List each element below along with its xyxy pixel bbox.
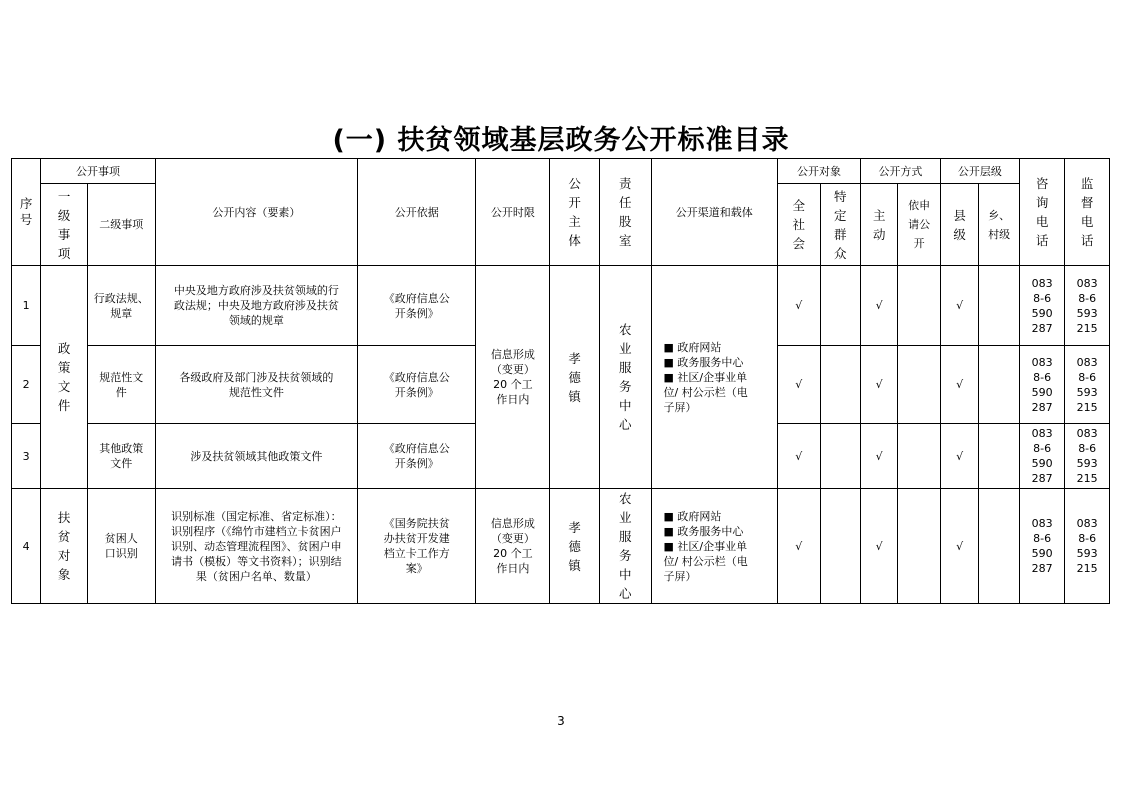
header-level2: 二级事项 xyxy=(87,184,155,266)
header-subject: 公开主体 xyxy=(550,159,600,266)
channel-cell xyxy=(651,489,777,604)
supervise-phone: 0838-6593215 xyxy=(1065,424,1110,489)
empty-method-request xyxy=(898,489,941,604)
empty-target-specific xyxy=(820,266,860,346)
header-time-limit: 公开时限 xyxy=(476,159,550,266)
consult-phone: 0838-6590287 xyxy=(1019,346,1065,424)
header-level-county: 县级 xyxy=(940,184,978,266)
header-level-town: 乡、村级 xyxy=(979,184,1019,266)
check-target-all: √ xyxy=(778,424,821,489)
check-level-county: √ xyxy=(940,489,978,604)
row-basis: 《政府信息公开条例》 xyxy=(358,266,476,346)
row-basis: 《政府信息公开条例》 xyxy=(358,424,476,489)
header-target: 公开对象 xyxy=(778,159,861,184)
channel-line: ■ 政府网站 xyxy=(663,340,722,354)
empty-method-request xyxy=(898,424,941,489)
consult-phone: 0838-6590287 xyxy=(1019,489,1065,604)
header-basis: 公开依据 xyxy=(358,159,476,266)
header-seq: 序号 xyxy=(12,159,41,266)
check-level-county: √ xyxy=(940,266,978,346)
row-content: 识别标准（国定标准、省定标准）：识别程序（《绵竹市建档立卡贫困户识别、动态管理流程图》、贫困户申请书（模板）等文书资料）；识别结果（贫困户名单、数量） xyxy=(155,489,357,604)
row-level2: 其他政策文件 xyxy=(87,424,155,489)
check-target-all: √ xyxy=(778,266,821,346)
row-basis: 《国务院扶贫办扶贫开发建档立卡工作方案》 xyxy=(358,489,476,604)
header-target-all: 全社会 xyxy=(778,184,821,266)
header-content: 公开内容（要素） xyxy=(155,159,357,266)
row-level2: 行政法规、规章 xyxy=(87,266,155,346)
row-level2: 规范性文件 xyxy=(87,346,155,424)
empty-level-town xyxy=(979,489,1019,604)
dept-cell: 农业服务中心 xyxy=(599,489,651,604)
row-level2: 贫困人口识别 xyxy=(87,489,155,604)
table-row xyxy=(12,489,1110,604)
dept-cell: 农业服务中心 xyxy=(599,266,651,489)
subject-cell: 孝德镇 xyxy=(550,489,600,604)
group-poverty: 扶贫对象 xyxy=(41,489,88,604)
page-title: (一) 扶贫领域基层政务公开标准目录 xyxy=(332,125,790,156)
empty-target-specific xyxy=(820,489,860,604)
header-method: 公开方式 xyxy=(860,159,940,184)
subject-cell: 孝德镇 xyxy=(550,266,600,489)
supervise-phone: 0838-6593215 xyxy=(1065,346,1110,424)
row-seq: 2 xyxy=(12,346,41,424)
page-number: 3 xyxy=(557,714,565,728)
header-gongkai-shixiang: 公开事项 xyxy=(41,159,155,184)
row-basis: 《政府信息公开条例》 xyxy=(358,346,476,424)
empty-target-specific xyxy=(820,346,860,424)
empty-method-request xyxy=(898,266,941,346)
supervise-phone: 0838-6593215 xyxy=(1065,266,1110,346)
check-method-active: √ xyxy=(860,346,897,424)
channel-line: ■ 政府网站 xyxy=(663,509,722,523)
empty-level-town xyxy=(979,266,1019,346)
check-method-active: √ xyxy=(860,489,897,604)
header-channel: 公开渠道和载体 xyxy=(651,159,777,266)
row-content: 中央及地方政府涉及扶贫领域的行政法规；中央及地方政府涉及扶贫领域的规章 xyxy=(155,266,357,346)
row-content: 各级政府及部门涉及扶贫领域的规范性文件 xyxy=(155,346,357,424)
channel-line: 位/ 村公示栏（电 xyxy=(663,385,748,399)
header-method-request: 依申请公开 xyxy=(898,184,941,266)
empty-level-town xyxy=(979,424,1019,489)
supervise-phone: 0838-6593215 xyxy=(1065,489,1110,604)
empty-level-town xyxy=(979,346,1019,424)
check-level-county: √ xyxy=(940,424,978,489)
header-dept: 责任股室 xyxy=(599,159,651,266)
check-method-active: √ xyxy=(860,424,897,489)
header-level: 公开层级 xyxy=(940,159,1019,184)
channel-line: ■ 政务服务中心 xyxy=(663,524,744,538)
channel-cell xyxy=(651,266,777,489)
header-target-specific: 特定群众 xyxy=(820,184,860,266)
check-target-all: √ xyxy=(778,489,821,604)
channel-line: 子屏） xyxy=(663,569,697,583)
time-limit-cell: 信息形成（变更）20 个工作日内 xyxy=(476,266,550,489)
disclosure-standard-table xyxy=(11,158,1110,604)
channel-line: ■ 社区/企事业单 xyxy=(663,539,748,553)
header-level1: 一级事项 xyxy=(41,184,88,266)
channel-line: ■ 政务服务中心 xyxy=(663,355,744,369)
empty-method-request xyxy=(898,346,941,424)
channel-line: 位/ 村公示栏（电 xyxy=(663,554,748,568)
check-method-active: √ xyxy=(860,266,897,346)
row-seq: 4 xyxy=(12,489,41,604)
check-target-all: √ xyxy=(778,346,821,424)
group-policy: 政策文件 xyxy=(41,266,88,489)
empty-target-specific xyxy=(820,424,860,489)
time-limit-cell: 信息形成（变更）20 个工作日内 xyxy=(476,489,550,604)
consult-phone: 0838-6590287 xyxy=(1019,266,1065,346)
table-row xyxy=(12,266,1110,346)
check-level-county: √ xyxy=(940,346,978,424)
header-supervise-phone: 监督电话 xyxy=(1065,159,1110,266)
header-consult-phone: 咨询电话 xyxy=(1019,159,1065,266)
row-seq: 3 xyxy=(12,424,41,489)
header-method-active: 主动 xyxy=(860,184,897,266)
row-content: 涉及扶贫领域其他政策文件 xyxy=(155,424,357,489)
channel-line: 子屏） xyxy=(663,400,697,414)
channel-line: ■ 社区/企事业单 xyxy=(663,370,748,384)
row-seq: 1 xyxy=(12,266,41,346)
consult-phone: 0838-6590287 xyxy=(1019,424,1065,489)
